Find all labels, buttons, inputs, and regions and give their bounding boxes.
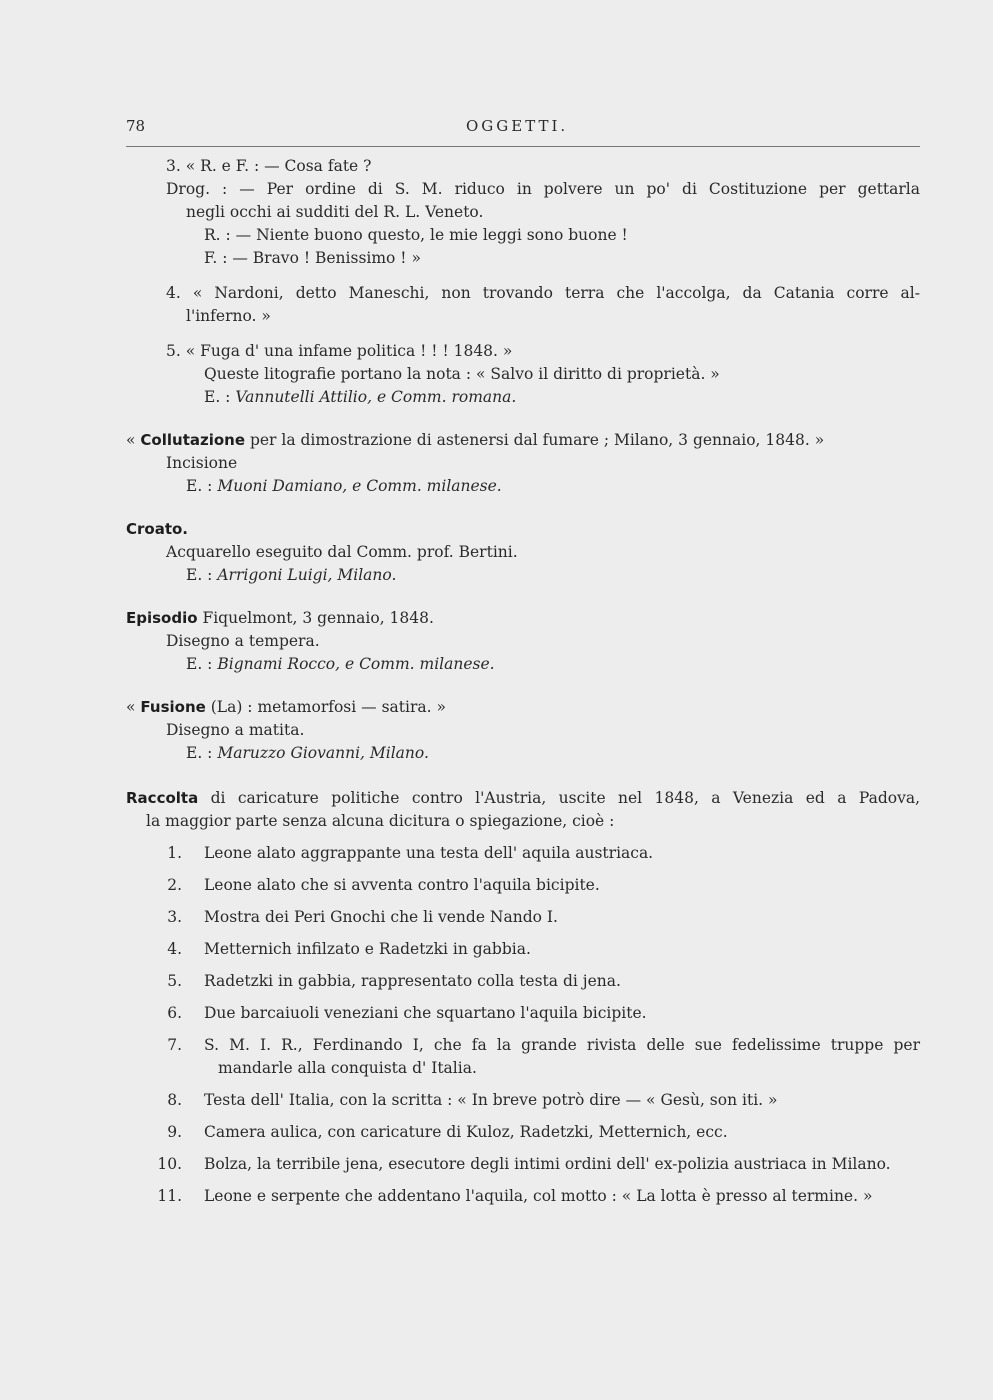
header-rule (126, 146, 920, 147)
croato-publisher: E. : Arrigoni Luigi, Milano. (186, 566, 397, 584)
entry-croato: Croato. (126, 520, 189, 538)
page-number: 78 (126, 117, 146, 135)
raccolta-cont: la maggior parte senza alcuna dicitura o spiegazione, cioè : (146, 812, 615, 830)
list-item-number: 11. (157, 1187, 182, 1205)
entry-collutazione: « Collutazione per la dimostrazione di astenersi dal fumare ; Milano, 3 gennaio, 1848. » (126, 431, 825, 449)
list-item-text: Camera aulica, con caricature di Kuloz, Radetzki, Metternich, ecc. (204, 1123, 728, 1141)
collutazione-medium: Incisione (166, 454, 238, 472)
list-item-number: 7. (167, 1036, 182, 1054)
running-title: OGGETTI. (466, 117, 569, 135)
entry-5-note: Queste litografie portano la nota : « Salvo il diritto di proprietà. » (204, 365, 720, 383)
list-item-number: 4. (167, 940, 182, 958)
list-item-text: Radetzki in gabbia, rappresentato colla testa di jena. (204, 972, 621, 990)
list-item-text: Metternich infilzato e Radetzki in gabbia. (204, 940, 531, 958)
list-item-text: Due barcaiuoli veneziani che squartano l'aquila bicipite. (204, 1004, 647, 1022)
list-item-number: 3. (167, 908, 182, 926)
list-item-number: 1. (167, 844, 182, 862)
episodio-publisher: E. : Bignami Rocco, e Comm. milanese. (186, 655, 495, 673)
list-item-number: 5. (167, 972, 182, 990)
entry-3-f-line: F. : — Bravo ! Benissimo ! » (204, 249, 421, 267)
entry-3-r-line: R. : — Niente buono questo, le mie leggi sono buone ! (204, 226, 628, 244)
list-item-text: Leone alato che si avventa contro l'aquila bicipite. (204, 876, 600, 894)
entry-5-open: 5. « Fuga d' una infame politica ! ! ! 1848. » (166, 342, 513, 360)
list-item-text-cont: mandarle alla conquista d' Italia. (218, 1059, 477, 1077)
croato-desc: Acquarello eseguito dal Comm. prof. Bertini. (166, 543, 518, 561)
list-item-text: Leone e serpente che addentano l'aquila, col motto : « La lotta è presso al termine. » (204, 1187, 873, 1205)
entry-3-drog-cont: negli occhi ai sudditi del R. L. Veneto. (186, 203, 484, 221)
list-item-number: 10. (157, 1155, 182, 1173)
list-item (126, 906, 920, 929)
entry-4-cont: l'inferno. » (186, 307, 271, 325)
body-text (126, 155, 920, 1208)
list-item-number: 6. (167, 1004, 182, 1022)
episodio-medium: Disegno a tempera. (166, 632, 320, 650)
entry-3-drog-line: Drog. : — Per ordine di S. M. riduco in polvere un po' di Costituzione per gettarla (166, 180, 920, 198)
entry-raccolta: Raccolta di caricature politiche contro l'Austria, uscite nel 1848, a Venezia ed a Padova, (126, 789, 920, 807)
entry-3-open: 3. « R. e F. : — Cosa fate ? (166, 157, 372, 175)
list-item (126, 874, 920, 897)
entry-5-publisher: E. : Vannutelli Attilio, e Comm. romana. (204, 388, 517, 406)
entry-episodio: Episodio Fiquelmont, 3 gennaio, 1848. (126, 609, 434, 627)
list-item (126, 1089, 920, 1112)
list-item-number: 8. (167, 1091, 182, 1109)
fusione-medium: Disegno a matita. (166, 721, 305, 739)
list-item-number: 2. (167, 876, 182, 894)
collutazione-publisher: E. : Muoni Damiano, e Comm. milanese. (186, 477, 502, 495)
raccolta-list (126, 842, 920, 1208)
list-item-number: 9. (167, 1123, 182, 1141)
list-item (126, 842, 920, 865)
entry-fusione: « Fusione (La) : metamorfosi — satira. » (126, 698, 446, 716)
list-item (126, 938, 920, 961)
list-item-text: Bolza, la terribile jena, esecutore degli intimi ordini dell' ex-polizia austriaca in Milano. (204, 1155, 891, 1173)
running-head (126, 117, 920, 141)
list-item-text: Testa dell' Italia, con la scritta : « In breve potrò dire — « Gesù, son iti. » (204, 1091, 778, 1109)
list-item (126, 1121, 920, 1144)
list-item (126, 1153, 920, 1176)
list-item-text: S. M. I. R., Ferdinando I, che fa la grande rivista delle sue fedelissime truppe per (204, 1036, 920, 1054)
list-item (126, 1185, 920, 1208)
entry-4-line: 4. « Nardoni, detto Maneschi, non trovando terra che l'accolga, da Catania corre al- (166, 284, 920, 302)
list-item-text: Leone alato aggrappante una testa dell' aquila austriaca. (204, 844, 654, 862)
list-item-text: Mostra dei Peri Gnochi che li vende Nando I. (204, 908, 558, 926)
fusione-publisher: E. : Maruzzo Giovanni, Milano. (186, 744, 429, 762)
list-item (126, 1002, 920, 1025)
list-item (126, 1034, 920, 1080)
list-item (126, 970, 920, 993)
